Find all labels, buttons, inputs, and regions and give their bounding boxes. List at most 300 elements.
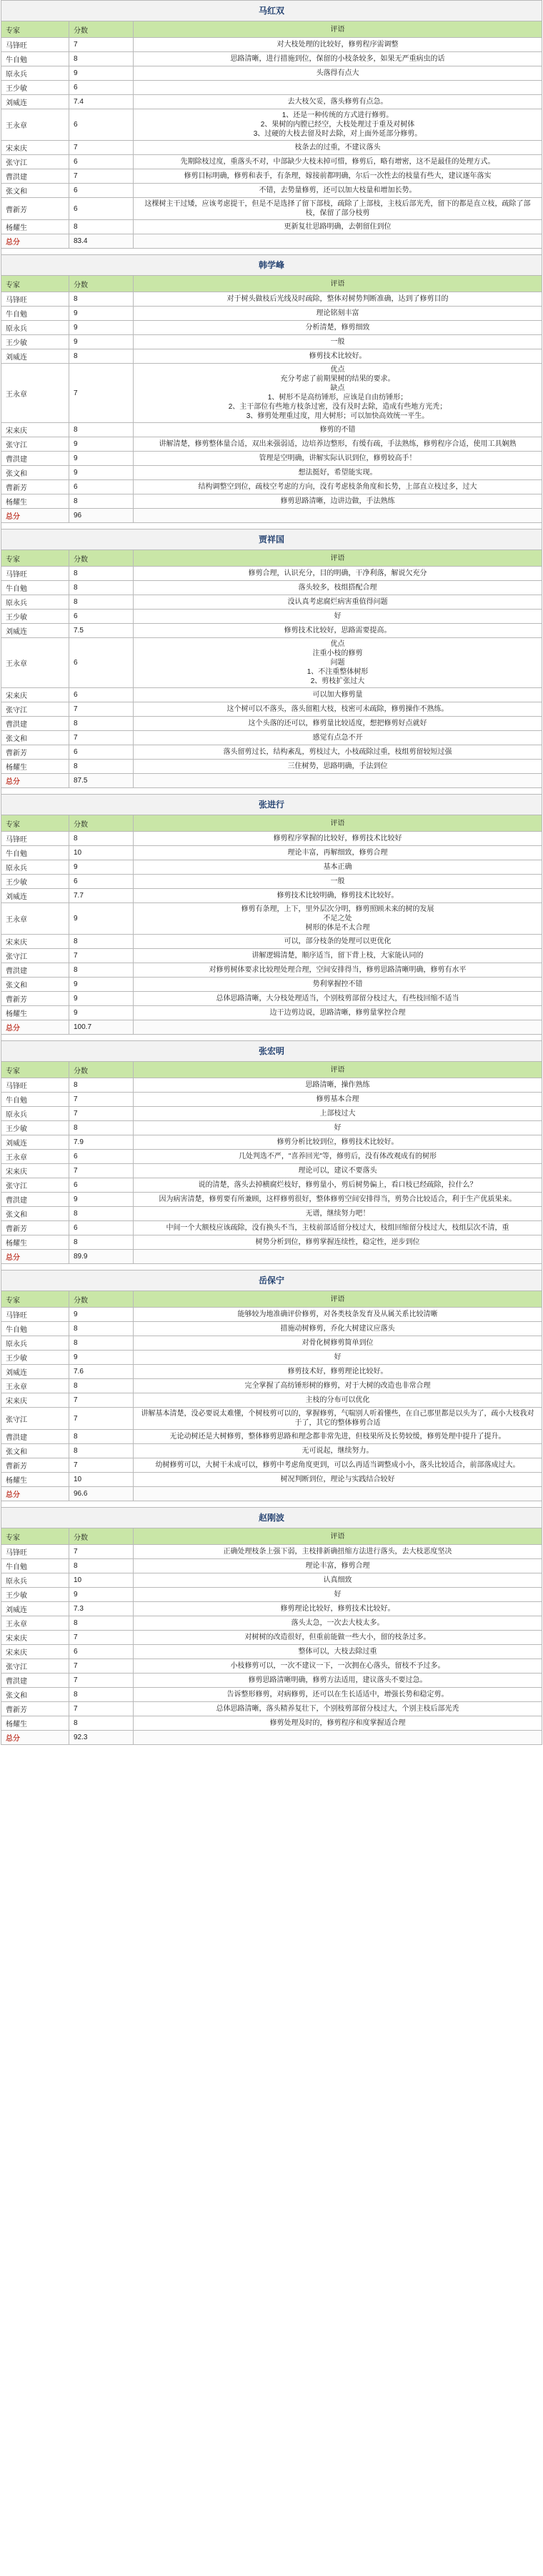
comment-cell: 修剪思路清晰明确，修剪方法适用，建议落头不要过急。 (248, 1676, 427, 1684)
table-row (1, 1687, 542, 1701)
score-sheet (1, 0, 542, 1745)
table-row (1, 716, 542, 730)
comment-cell: 修剪的不错 (319, 426, 356, 434)
expert-name: 杨耀生 (1, 1473, 69, 1486)
table-header (1, 815, 542, 831)
table-row (1, 334, 542, 349)
expert-name: 王少敏 (1, 1588, 69, 1601)
table-row (1, 363, 542, 422)
header-comment: 评语 (330, 1532, 345, 1541)
expert-name: 张文和 (1, 466, 69, 479)
score-cell: 8 (69, 1235, 134, 1249)
comment-cell: 1、还是一种传统的方式进行修剪。 2、果树的内膛已经空，大枝处理过于重及对树体 3、过硬的大枝去留及时去除，对上面外延部分修剪。 (253, 111, 422, 138)
expert-name: 马锋旺 (1, 38, 69, 51)
comment-cell: 先期除枝过度，重落头不对，中部缺少大枝未掉可惜，修剪后，略有增密，这不是最佳的处理方式。 (180, 158, 495, 166)
total-score: 87.5 (69, 774, 134, 787)
expert-name: 原永兵 (1, 321, 69, 334)
comment-cell: 理论铭刻丰富 (316, 309, 359, 317)
table-row (1, 1630, 542, 1644)
comment-cell: 三住树势，思路明确，手法到位 (287, 762, 388, 770)
score-cell: 8 (69, 1322, 134, 1336)
score-cell: 9 (69, 437, 134, 451)
header-score: 分数 (69, 21, 134, 37)
score-cell: 9 (69, 1588, 134, 1601)
expert-name: 张守江 (1, 702, 69, 716)
expert-name: 牛自勉 (1, 846, 69, 860)
table-row (1, 730, 542, 745)
table-row (1, 1206, 542, 1220)
comment-cell: 修剪有条理，上下，里外层次分明，修剪照顾未来的树的发展 不足之处 树形的体是不太合理 (241, 905, 434, 932)
comment-cell: 优点 充分考虑了前期果树的结果的要求。 缺点 1、树形不是高纺锤形，应该是自由纺锤形； 2、主干部位有些地方枝条过密，没有及时去除，造成有些地方光秃； 3、修剪处理重过度，用大树形；可以加快高效统一平生。 (228, 366, 447, 420)
expert-name: 曹洪建 (1, 963, 69, 977)
table-row (1, 169, 542, 183)
total-label: 总分 (1, 509, 69, 522)
comment-cell: 总体思路清晰，大分枝处理适当，个别枝剪部留分枝过大，有些枝回缩不适当 (216, 995, 459, 1003)
table-row (1, 1106, 542, 1120)
expert-name: 王永章 (1, 903, 69, 934)
comment-cell: 理论丰富，再解细致，修剪合理 (287, 849, 388, 857)
expert-name: 牛自勉 (1, 1559, 69, 1573)
score-cell: 8 (69, 1379, 134, 1393)
score-cell: 7 (69, 1408, 134, 1429)
comment-cell: 说的清楚，落头去掉横腐烂枝好，修剪量小，剪后树势偏上，看口枝已经疏除，拉什么？ (198, 1181, 477, 1189)
comment-cell: 好 (334, 1353, 342, 1361)
expert-name: 宋来庆 (1, 1393, 69, 1407)
expert-name: 刘威连 (1, 95, 69, 109)
expert-name: 张守江 (1, 1178, 69, 1192)
expert-name: 曹洪建 (1, 169, 69, 183)
comment-cell: 认真细致 (323, 1576, 352, 1584)
score-cell: 10 (69, 1473, 134, 1486)
header-comment: 评语 (330, 1065, 345, 1074)
score-cell: 9 (69, 452, 134, 465)
table-row (1, 1364, 542, 1378)
comment-cell: 无可说起，继续努力。 (302, 1447, 374, 1455)
judge-section (1, 0, 542, 249)
score-cell: 7.6 (69, 1365, 134, 1378)
total-score: 100.7 (69, 1020, 134, 1034)
expert-name: 宋来庆 (1, 1645, 69, 1659)
header-expert: 专家 (1, 550, 69, 566)
comment-cell: 修剪合理，认识充分，目的明确，干净利落，解说欠充分 (248, 570, 427, 577)
score-cell: 6 (69, 1150, 134, 1163)
score-cell: 7 (69, 1458, 134, 1472)
score-cell: 6 (69, 875, 134, 888)
comment-cell: 讲解逻辑清楚，顺序适当，留下背上枝，大家能认同的 (251, 952, 424, 960)
score-cell: 7 (69, 1631, 134, 1644)
comment-cell: 讲解基本清楚，没必要说太难懂，个树枝剪可以的，掌握修剪，气喘别人听着懂些，在自己那里都是以头为了，疏小大枝我对于了，其它的整体修剪合适 (141, 1410, 534, 1427)
score-cell: 7.9 (69, 1135, 134, 1149)
comment-cell: 这个头落的还可以，修剪量比较适度，想把修剪好点就好 (248, 720, 427, 727)
comment-cell: 枝条去的过重，不建议落头 (294, 144, 381, 151)
total-row (1, 234, 542, 248)
score-cell: 7 (69, 1545, 134, 1558)
total-row (1, 773, 542, 787)
score-cell: 10 (69, 1573, 134, 1587)
table-row (1, 37, 542, 51)
header-score: 分数 (69, 1062, 134, 1078)
expert-name: 宋来庆 (1, 1164, 69, 1178)
expert-name: 张文和 (1, 1688, 69, 1701)
total-label: 总分 (1, 1731, 69, 1744)
table-row (1, 977, 542, 991)
comment-cell: 修剪基本合理 (316, 1095, 359, 1103)
table-row (1, 595, 542, 609)
table-row (1, 1573, 542, 1587)
comment-cell: 修剪思路清晰，边讲边做，手法熟练 (280, 497, 395, 505)
comment-cell: 正确处理枝条上强下弱，主枝排新确扭缩方法进行落头，去大枝恶度坚决 (223, 1548, 452, 1556)
expert-name: 张守江 (1, 949, 69, 963)
expert-name: 曹洪建 (1, 1430, 69, 1443)
expert-name: 马锋旺 (1, 567, 69, 580)
score-cell: 6 (69, 745, 134, 759)
comment-cell: 修剪处理及时的，修剪程序和度掌握适合理 (269, 1719, 406, 1727)
total-label: 总分 (1, 1020, 69, 1034)
total-score: 96 (69, 509, 134, 522)
expert-name: 原永兵 (1, 595, 69, 609)
comment-cell: 对修剪树体要求比较理处理合理，空间安排得当，修剪思路清晰明确，修剪有水平 (209, 966, 467, 974)
section-gap (1, 523, 542, 529)
comment-cell: 能够较为地准确评价修剪，对各类枝条发育及从属关系比较清晰 (237, 1311, 438, 1318)
total-comment-empty (134, 1731, 542, 1744)
expert-name: 曹新芳 (1, 198, 69, 219)
comment-cell: 落头较多，枝组搭配合理 (298, 584, 377, 592)
expert-name: 张守江 (1, 1659, 69, 1673)
score-cell: 7 (69, 1164, 134, 1178)
comment-cell: 几处判选不严，"喜养回光"等，修剪后，没有体改观成有的树形 (238, 1153, 437, 1160)
expert-name: 张文和 (1, 184, 69, 197)
score-cell: 8 (69, 1616, 134, 1630)
table-row (1, 320, 542, 334)
comment-cell: 主枝的分布可以优化 (305, 1396, 370, 1404)
expert-name: 刘威连 (1, 349, 69, 363)
comment-cell: 不错，去势量修剪，还可以加大枝量和增加长势。 (259, 187, 417, 194)
table-row (1, 451, 542, 465)
score-cell: 8 (69, 52, 134, 66)
judge-section (1, 1040, 542, 1264)
score-cell: 9 (69, 1006, 134, 1020)
score-cell: 7 (69, 169, 134, 183)
header-comment: 评语 (330, 25, 345, 34)
comment-cell: 对于树头做枝后光线及时疏除，整体对树势判断准确，达到了修剪目的 (226, 295, 449, 303)
comment-cell: 修剪分析比较到位，修剪技术比较好。 (277, 1138, 399, 1146)
comment-cell: 势利掌握控不错 (312, 980, 363, 988)
expert-name: 王永章 (1, 1379, 69, 1393)
table-row (1, 580, 542, 595)
score-cell: 8 (69, 1559, 134, 1573)
expert-name: 曹洪建 (1, 452, 69, 465)
score-cell: 6 (69, 1645, 134, 1659)
expert-name: 曹新芳 (1, 1702, 69, 1716)
score-cell: 9 (69, 66, 134, 80)
table-row (1, 860, 542, 874)
comment-cell: 修剪技术比较好，思路需要提高。 (284, 627, 392, 635)
table-row (1, 219, 542, 234)
score-cell: 7 (69, 1674, 134, 1687)
score-cell: 6 (69, 81, 134, 94)
expert-name: 杨耀生 (1, 760, 69, 773)
table-row (1, 1178, 542, 1192)
comment-cell: 讲解清楚，修剪整体量合适，双出来强弱适，边培养边整形，有缓有疏，手法熟练，修剪程序合适，使用工具娴熟 (159, 440, 517, 448)
total-label: 总分 (1, 1250, 69, 1263)
table-row (1, 1659, 542, 1673)
score-cell: 7.3 (69, 1602, 134, 1616)
comment-cell: 理论丰富，修剪合理 (305, 1562, 370, 1570)
expert-name: 王少敏 (1, 875, 69, 888)
score-cell: 8 (69, 1688, 134, 1701)
header-comment: 评语 (330, 819, 345, 827)
table-row (1, 292, 542, 306)
total-row (1, 1730, 542, 1744)
expert-name: 原永兵 (1, 1336, 69, 1350)
score-cell: 10 (69, 846, 134, 860)
judge-section (1, 1270, 542, 1501)
expert-name: 曹洪建 (1, 1674, 69, 1687)
expert-name: 马锋旺 (1, 832, 69, 845)
score-cell: 7 (69, 1107, 134, 1120)
score-cell: 7 (69, 949, 134, 963)
table-row (1, 1005, 542, 1020)
expert-name: 刘威连 (1, 1135, 69, 1149)
score-cell: 6 (69, 1221, 134, 1235)
score-cell: 9 (69, 860, 134, 874)
comment-cell: 小枝修剪可以，一次不建议一下，一次拥在心落头，留枝不予过多。 (230, 1662, 445, 1670)
score-cell: 7 (69, 731, 134, 745)
comment-cell: 可以，部分枝条的处理可以更优化 (284, 938, 392, 945)
expert-name: 张文和 (1, 1207, 69, 1220)
table-row (1, 991, 542, 1005)
table-row (1, 1558, 542, 1573)
score-cell: 9 (69, 992, 134, 1005)
score-cell: 9 (69, 1308, 134, 1321)
comment-cell: 上部枝过大 (319, 1110, 356, 1118)
score-cell: 8 (69, 220, 134, 234)
comment-cell: 去大枝欠妥，落头修剪有点急。 (287, 98, 388, 106)
table-row (1, 702, 542, 716)
expert-name: 张守江 (1, 437, 69, 451)
comment-cell: 管理是空明确，讲解实际认识到位，修剪较高手！ (259, 454, 417, 462)
score-cell: 8 (69, 1430, 134, 1443)
header-expert: 专家 (1, 1291, 69, 1307)
comment-cell: 树况判断到位，理论与实践结合较好 (280, 1476, 395, 1483)
expert-name: 原永兵 (1, 66, 69, 80)
table-row (1, 637, 542, 687)
score-cell: 7 (69, 38, 134, 51)
table-row (1, 948, 542, 963)
score-cell: 6 (69, 688, 134, 702)
expert-name: 王少敏 (1, 1351, 69, 1364)
table-row (1, 1673, 542, 1687)
section-title: 岳保宁 (1, 1270, 542, 1291)
table-row (1, 1429, 542, 1443)
table-row (1, 888, 542, 902)
expert-name: 牛自勉 (1, 307, 69, 320)
comment-cell: 告诉整形修剪，对病修剪，还可以在生长适适中，增强长势和稳定剪。 (226, 1691, 449, 1699)
table-row (1, 1472, 542, 1486)
expert-name: 王少敏 (1, 335, 69, 349)
score-cell: 8 (69, 1207, 134, 1220)
expert-name: 原永兵 (1, 860, 69, 874)
comment-cell: 思路清晰，进行措施到位，保留的小枝条较多，如果无严重病虫的话 (230, 55, 445, 63)
total-comment-empty (134, 234, 542, 248)
header-score: 分数 (69, 1528, 134, 1544)
table-row (1, 422, 542, 437)
table-header (1, 549, 542, 566)
score-cell: 8 (69, 1716, 134, 1730)
table-row (1, 1220, 542, 1235)
score-cell: 8 (69, 349, 134, 363)
header-expert: 专家 (1, 815, 69, 831)
table-row (1, 479, 542, 494)
table-row (1, 197, 542, 219)
expert-name: 张守江 (1, 1408, 69, 1429)
total-row (1, 1486, 542, 1501)
score-cell: 8 (69, 832, 134, 845)
expert-name: 曹新芳 (1, 992, 69, 1005)
expert-name: 马锋旺 (1, 1308, 69, 1321)
comment-cell: 这个树可以不落头，落头留粗大枝，枝密可未疏除，修剪操作不熟练。 (226, 705, 449, 713)
comment-cell: 树势分析到位，修剪掌握连续性，稳定性，逆步到位 (255, 1238, 420, 1246)
comment-cell: 好 (334, 1124, 342, 1132)
total-score: 83.4 (69, 234, 134, 248)
table-row (1, 1644, 542, 1659)
table-row (1, 66, 542, 80)
expert-name: 曹新芳 (1, 1221, 69, 1235)
table-row (1, 687, 542, 702)
comment-cell: 对大枝处理的比较好，修剪程序需调整 (277, 41, 399, 49)
total-label: 总分 (1, 234, 69, 248)
section-title: 张进行 (1, 794, 542, 815)
section-gap (1, 1035, 542, 1040)
score-cell: 8 (69, 581, 134, 595)
expert-name: 杨耀生 (1, 1716, 69, 1730)
score-cell: 6 (69, 198, 134, 219)
table-row (1, 759, 542, 773)
expert-name: 杨耀生 (1, 1006, 69, 1020)
comment-cell: 修剪理论比较好，修剪技术比较好。 (280, 1605, 395, 1613)
score-cell: 8 (69, 760, 134, 773)
comment-cell: 措施动树修剪，乔化大树建议应落头 (280, 1325, 395, 1333)
table-row (1, 1701, 542, 1716)
score-cell: 8 (69, 717, 134, 730)
table-row (1, 465, 542, 479)
expert-name: 杨耀生 (1, 220, 69, 234)
expert-name: 曹新芳 (1, 745, 69, 759)
score-cell: 9 (69, 321, 134, 334)
header-expert: 专家 (1, 1528, 69, 1544)
comment-cell: 完全掌握了高纺锤形树的修剪，对于大树的改造也非常合理 (244, 1382, 431, 1390)
comment-cell: 没认真考虑腐烂病害重值得问题 (287, 598, 388, 606)
table-row (1, 934, 542, 948)
table-row (1, 109, 542, 140)
score-cell: 7 (69, 141, 134, 154)
comment-cell: 中间一个大额枝应该疏除，没有换头不当，主枝前部适留分枝过大，枝组回缩留分枝过大，枝组层次不清，重 (166, 1224, 509, 1232)
table-row (1, 1120, 542, 1135)
table-header (1, 1061, 542, 1078)
expert-name: 刘威连 (1, 624, 69, 637)
comment-cell: 因为病害清楚，修剪要有所兼顾，这样修剪很好，整体修剪空间安排得当，剪势合比较适合，利于生产优质果来。 (159, 1195, 517, 1203)
table-row (1, 437, 542, 451)
expert-name: 牛自勉 (1, 52, 69, 66)
section-title: 张宏明 (1, 1040, 542, 1061)
total-row (1, 1249, 542, 1263)
score-cell: 7 (69, 1659, 134, 1673)
expert-name: 马锋旺 (1, 1545, 69, 1558)
total-comment-empty (134, 1020, 542, 1034)
score-cell: 7.7 (69, 889, 134, 902)
header-score: 分数 (69, 550, 134, 566)
score-cell: 9 (69, 1351, 134, 1364)
table-row (1, 1350, 542, 1364)
comment-cell: 修剪技术好，修剪理论比较好。 (287, 1368, 388, 1376)
expert-name: 王少敏 (1, 610, 69, 623)
total-row (1, 508, 542, 522)
expert-name: 原永兵 (1, 1573, 69, 1587)
section-gap (1, 249, 542, 254)
header-comment: 评语 (330, 1295, 345, 1303)
table-row (1, 1078, 542, 1092)
expert-name: 刘威连 (1, 1602, 69, 1616)
table-header (1, 1528, 542, 1544)
comment-cell: 分析清楚，修剪细致 (305, 324, 370, 332)
section-gap (1, 1264, 542, 1270)
table-row (1, 963, 542, 977)
table-header (1, 21, 542, 37)
expert-name: 宋来庆 (1, 1631, 69, 1644)
comment-cell: 修剪程序掌握的比较好，修剪技术比较好 (273, 835, 402, 842)
expert-name: 牛自勉 (1, 1322, 69, 1336)
header-comment: 评语 (330, 279, 345, 288)
score-cell: 9 (69, 307, 134, 320)
expert-name: 宋来庆 (1, 935, 69, 948)
header-score: 分数 (69, 1291, 134, 1307)
expert-name: 马锋旺 (1, 1078, 69, 1092)
comment-cell: 想法挺好，希望能实现。 (298, 469, 377, 477)
expert-name: 曹洪建 (1, 717, 69, 730)
table-row (1, 1307, 542, 1321)
comment-cell: 结构调整空到位，疏枝空考虑的方向，没有考虑枝条角度和长势，上部直立枝过多，过大 (198, 483, 477, 491)
table-row (1, 94, 542, 109)
expert-name: 曹新芳 (1, 1458, 69, 1472)
score-cell: 8 (69, 567, 134, 580)
expert-name: 王永章 (1, 1616, 69, 1630)
comment-cell: 对骨化树修剪简单到位 (302, 1339, 374, 1347)
total-score: 89.9 (69, 1250, 134, 1263)
comment-cell: 基本正确 (323, 863, 352, 871)
expert-name: 宋来庆 (1, 688, 69, 702)
expert-name: 刘威连 (1, 889, 69, 902)
comment-cell: 边干边剪边说，思路清晰，修剪量掌控合理 (269, 1009, 406, 1017)
table-row (1, 1716, 542, 1730)
score-cell: 6 (69, 638, 134, 687)
table-row (1, 902, 542, 934)
table-row (1, 1407, 542, 1429)
table-row (1, 306, 542, 320)
table-row (1, 1544, 542, 1558)
table-row (1, 566, 542, 580)
table-row (1, 154, 542, 169)
expert-name: 马锋旺 (1, 292, 69, 306)
comment-cell: 无论动树还是大树修剪，整体修剪思路和理念都非常先进，但枝果所及长势较缓，修剪处理中提升了提升。 (169, 1433, 506, 1441)
expert-name: 张文和 (1, 978, 69, 991)
total-comment-empty (134, 1250, 542, 1263)
score-cell: 8 (69, 935, 134, 948)
expert-name: 张文和 (1, 731, 69, 745)
table-row (1, 745, 542, 759)
table-row (1, 80, 542, 94)
score-cell: 8 (69, 595, 134, 609)
comment-cell: 好 (334, 1591, 342, 1598)
